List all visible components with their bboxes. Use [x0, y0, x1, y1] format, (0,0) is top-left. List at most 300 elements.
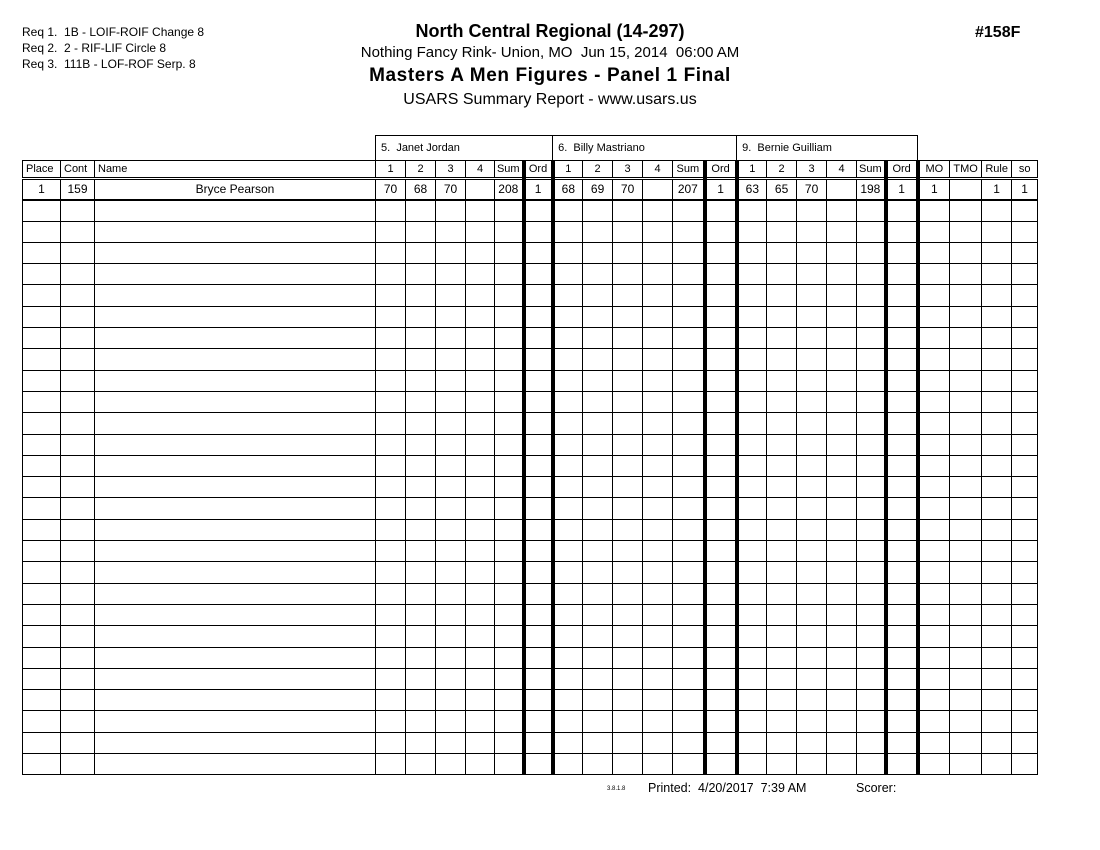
score-cell — [553, 391, 583, 412]
ord-cell — [705, 711, 737, 732]
tmo-cell — [950, 541, 982, 562]
judge-header: 5. Janet Jordan — [376, 136, 553, 161]
score-cell — [583, 626, 613, 647]
sum-cell — [673, 498, 705, 519]
score-cell — [737, 711, 767, 732]
name-cell — [95, 349, 376, 370]
score-cell — [613, 413, 643, 434]
score-cell — [737, 413, 767, 434]
score-cell — [767, 285, 797, 306]
place-cell — [23, 349, 61, 370]
mo-cell — [918, 477, 950, 498]
rule-cell — [982, 668, 1012, 689]
rule-cell — [982, 562, 1012, 583]
sum-cell — [495, 604, 524, 625]
score-cell — [767, 328, 797, 349]
score-cell — [583, 732, 613, 753]
name-cell — [95, 242, 376, 263]
ord-cell — [705, 732, 737, 753]
sum-cell — [673, 328, 705, 349]
ord-cell — [886, 668, 918, 689]
place-cell — [23, 732, 61, 753]
score-cell — [737, 391, 767, 412]
cont-cell — [61, 583, 95, 604]
score-cell — [643, 754, 673, 775]
tmo-cell — [950, 328, 982, 349]
score-cell — [553, 562, 583, 583]
ord-cell — [524, 732, 553, 753]
score-cell — [827, 200, 857, 221]
rule-cell — [982, 306, 1012, 327]
score-cell — [797, 370, 827, 391]
score-cell — [643, 562, 673, 583]
name-cell — [95, 413, 376, 434]
sum-cell — [495, 647, 524, 668]
score-cell — [436, 370, 466, 391]
score-cell: 65 — [767, 179, 797, 200]
sum-cell — [673, 455, 705, 476]
rule-cell — [982, 391, 1012, 412]
cont-cell — [61, 541, 95, 562]
so-cell — [1012, 583, 1038, 604]
name-cell — [95, 647, 376, 668]
tmo-cell — [950, 221, 982, 242]
sum-cell — [495, 242, 524, 263]
ord-cell — [524, 413, 553, 434]
score-cell — [553, 328, 583, 349]
score-cell — [376, 349, 406, 370]
score-cell — [767, 626, 797, 647]
score-cell — [613, 242, 643, 263]
software-version: 3.8.1.8 — [607, 786, 626, 792]
score-cell — [406, 690, 436, 711]
ord-cell — [705, 455, 737, 476]
place-cell — [23, 413, 61, 434]
score-cell — [583, 242, 613, 263]
ord-cell — [524, 306, 553, 327]
score-cell — [767, 349, 797, 370]
name-cell — [95, 626, 376, 647]
tmo-cell — [950, 498, 982, 519]
score-cell — [737, 221, 767, 242]
score-cell — [767, 690, 797, 711]
score-cell — [797, 519, 827, 540]
place-cell — [23, 562, 61, 583]
sum-cell — [673, 647, 705, 668]
ord-cell — [705, 626, 737, 647]
so-cell — [1012, 477, 1038, 498]
empty-row — [23, 370, 1038, 391]
column-header-row — [23, 161, 1038, 179]
mo-cell — [918, 328, 950, 349]
score-cell — [406, 285, 436, 306]
score-cell — [827, 242, 857, 263]
score-cell — [737, 562, 767, 583]
sum-cell — [857, 349, 886, 370]
score-cell — [827, 349, 857, 370]
empty-row — [23, 477, 1038, 498]
score-cell — [643, 711, 673, 732]
score-cell — [553, 413, 583, 434]
score-cell — [436, 391, 466, 412]
score-cell — [466, 328, 495, 349]
place-cell — [23, 306, 61, 327]
name-cell — [95, 477, 376, 498]
score-cell — [827, 306, 857, 327]
ord-cell — [705, 583, 737, 604]
mo-cell — [918, 604, 950, 625]
printed-timestamp: Printed: 4/20/2017 7:39 AM — [648, 781, 807, 795]
score-cell — [466, 434, 495, 455]
tmo-cell — [950, 732, 982, 753]
score-cell — [767, 732, 797, 753]
score-column-header: 4 — [827, 161, 857, 179]
score-cell — [466, 647, 495, 668]
empty-row — [23, 349, 1038, 370]
column-header: Cont — [61, 161, 95, 179]
score-cell — [643, 604, 673, 625]
name-cell — [95, 519, 376, 540]
score-cell — [436, 519, 466, 540]
ord-cell: 1 — [886, 179, 918, 200]
score-cell — [376, 391, 406, 412]
tmo-cell — [950, 434, 982, 455]
sum-cell — [857, 413, 886, 434]
score-cell — [376, 711, 406, 732]
score-cell — [436, 413, 466, 434]
score-cell — [797, 562, 827, 583]
mo-cell — [918, 413, 950, 434]
requirement-line: Req 1. 1B - LOIF-ROIF Change 8 — [22, 25, 205, 39]
scorer-label: Scorer: — [856, 781, 897, 795]
score-cell — [797, 604, 827, 625]
score-cell — [553, 285, 583, 306]
empty-row — [23, 242, 1038, 263]
score-cell — [436, 200, 466, 221]
mo-cell — [918, 626, 950, 647]
score-cell — [797, 455, 827, 476]
place-cell — [23, 434, 61, 455]
requirement-line: Req 3. 111B - LOF-ROF Serp. 8 — [22, 57, 196, 71]
score-cell — [643, 370, 673, 391]
name-cell — [95, 306, 376, 327]
column-header: MO — [918, 161, 950, 179]
cont-cell — [61, 754, 95, 775]
so-cell — [1012, 647, 1038, 668]
score-cell — [376, 626, 406, 647]
score-cell — [436, 668, 466, 689]
cont-cell — [61, 498, 95, 519]
mo-cell — [918, 221, 950, 242]
mo-cell — [918, 541, 950, 562]
ord-cell — [886, 349, 918, 370]
name-cell — [95, 285, 376, 306]
judge-name-row — [23, 136, 1038, 161]
score-cell — [797, 626, 827, 647]
score-cell — [643, 690, 673, 711]
score-cell — [827, 498, 857, 519]
score-cell — [466, 626, 495, 647]
ord-cell — [705, 370, 737, 391]
score-cell — [466, 349, 495, 370]
so-cell — [1012, 711, 1038, 732]
score-cell — [466, 179, 495, 200]
sum-cell — [673, 690, 705, 711]
score-cell — [827, 647, 857, 668]
score-cell — [376, 306, 406, 327]
ord-cell — [886, 626, 918, 647]
score-cell: 63 — [737, 179, 767, 200]
cont-cell — [61, 711, 95, 732]
sum-cell: 208 — [495, 179, 524, 200]
score-cell — [553, 242, 583, 263]
ord-cell — [886, 434, 918, 455]
score-cell — [583, 221, 613, 242]
cont-cell — [61, 626, 95, 647]
place-cell — [23, 583, 61, 604]
sum-cell — [857, 242, 886, 263]
score-cell — [797, 285, 827, 306]
place-cell — [23, 370, 61, 391]
score-cell — [436, 455, 466, 476]
name-cell — [95, 391, 376, 412]
mo-cell — [918, 754, 950, 775]
score-cell — [436, 690, 466, 711]
rule-cell — [982, 370, 1012, 391]
score-cell — [613, 519, 643, 540]
place-cell — [23, 626, 61, 647]
ord-cell — [886, 732, 918, 753]
score-cell — [376, 370, 406, 391]
ord-cell — [886, 264, 918, 285]
requirement-line: Req 2. 2 - RIF-LIF Circle 8 — [22, 41, 167, 55]
empty-row — [23, 711, 1038, 732]
ord-cell — [524, 754, 553, 775]
sum-cell — [857, 647, 886, 668]
score-cell — [376, 498, 406, 519]
score-cell — [643, 200, 673, 221]
score-cell — [466, 221, 495, 242]
place-cell — [23, 690, 61, 711]
sum-cell — [495, 754, 524, 775]
sum-cell — [495, 434, 524, 455]
mo-cell — [918, 647, 950, 668]
cont-cell — [61, 264, 95, 285]
sum-cell — [495, 711, 524, 732]
ord-cell — [886, 604, 918, 625]
score-cell — [797, 668, 827, 689]
score-cell — [466, 498, 495, 519]
tmo-cell — [950, 391, 982, 412]
ord-cell — [524, 328, 553, 349]
so-cell — [1012, 434, 1038, 455]
mo-cell — [918, 690, 950, 711]
sum-cell — [495, 562, 524, 583]
cont-cell — [61, 732, 95, 753]
score-cell — [737, 264, 767, 285]
score-cell — [406, 221, 436, 242]
empty-row — [23, 583, 1038, 604]
ord-cell — [886, 455, 918, 476]
sum-cell — [673, 391, 705, 412]
empty-row — [23, 562, 1038, 583]
sum-cell — [673, 349, 705, 370]
score-cell — [553, 754, 583, 775]
ord-cell — [524, 647, 553, 668]
tmo-cell — [950, 242, 982, 263]
ord-cell — [886, 562, 918, 583]
empty-row — [23, 732, 1038, 753]
score-cell — [436, 498, 466, 519]
sum-cell — [857, 541, 886, 562]
score-cell — [613, 562, 643, 583]
score-cell — [797, 242, 827, 263]
score-cell — [613, 583, 643, 604]
score-cell — [466, 370, 495, 391]
ord-cell — [886, 370, 918, 391]
ord-cell — [705, 754, 737, 775]
score-cell — [406, 754, 436, 775]
ord-cell — [524, 541, 553, 562]
score-cell — [737, 498, 767, 519]
score-cell — [376, 264, 406, 285]
score-column-header: 2 — [583, 161, 613, 179]
score-cell — [643, 264, 673, 285]
tmo-cell — [950, 647, 982, 668]
rule-cell — [982, 477, 1012, 498]
so-cell — [1012, 732, 1038, 753]
score-cell — [583, 690, 613, 711]
score-cell — [376, 477, 406, 498]
score-cell — [797, 732, 827, 753]
score-cell — [583, 562, 613, 583]
ord-cell — [524, 583, 553, 604]
score-cell — [797, 647, 827, 668]
score-cell — [466, 519, 495, 540]
score-cell — [583, 455, 613, 476]
score-cell — [466, 711, 495, 732]
score-cell — [737, 732, 767, 753]
mo-cell — [918, 200, 950, 221]
score-cell — [466, 200, 495, 221]
score-cell — [643, 647, 673, 668]
sum-cell — [857, 732, 886, 753]
ord-cell — [886, 306, 918, 327]
judge-header: 6. Billy Mastriano — [553, 136, 737, 161]
tmo-cell — [950, 668, 982, 689]
ord-cell — [705, 413, 737, 434]
cont-cell — [61, 221, 95, 242]
column-header: Place — [23, 161, 61, 179]
empty-row — [23, 455, 1038, 476]
so-cell — [1012, 285, 1038, 306]
score-cell — [613, 349, 643, 370]
score-cell: 69 — [583, 179, 613, 200]
score-cell — [406, 306, 436, 327]
score-column-header: 3 — [613, 161, 643, 179]
place-cell — [23, 242, 61, 263]
score-cell — [553, 434, 583, 455]
tmo-cell — [950, 349, 982, 370]
mo-cell — [918, 434, 950, 455]
cont-cell — [61, 200, 95, 221]
score-cell — [827, 626, 857, 647]
place-cell: 1 — [23, 179, 61, 200]
score-cell — [737, 583, 767, 604]
so-cell — [1012, 626, 1038, 647]
sum-cell — [495, 391, 524, 412]
score-cell — [376, 754, 406, 775]
score-cell — [583, 477, 613, 498]
cont-cell — [61, 477, 95, 498]
empty-row — [23, 285, 1038, 306]
tmo-cell — [950, 306, 982, 327]
score-cell — [797, 264, 827, 285]
empty-row — [23, 413, 1038, 434]
ord-cell — [524, 498, 553, 519]
empty-row — [23, 328, 1038, 349]
sum-cell — [673, 306, 705, 327]
score-column-header: 3 — [436, 161, 466, 179]
score-cell — [827, 477, 857, 498]
score-cell — [613, 732, 643, 753]
score-cell — [583, 349, 613, 370]
score-cell — [737, 754, 767, 775]
tmo-cell — [950, 200, 982, 221]
mo-cell — [918, 285, 950, 306]
sum-cell — [857, 285, 886, 306]
score-cell — [737, 690, 767, 711]
event-number: #158F — [975, 24, 1021, 41]
rule-cell — [982, 583, 1012, 604]
score-cell — [737, 455, 767, 476]
score-cell — [406, 498, 436, 519]
score-cell — [553, 626, 583, 647]
rule-cell — [982, 264, 1012, 285]
score-cell — [767, 370, 797, 391]
place-cell — [23, 221, 61, 242]
score-cell — [406, 455, 436, 476]
column-header: Name — [95, 161, 376, 179]
score-cell — [466, 690, 495, 711]
rule-cell — [982, 647, 1012, 668]
sum-cell — [673, 583, 705, 604]
score-cell — [797, 541, 827, 562]
cont-cell — [61, 413, 95, 434]
empty-row — [23, 498, 1038, 519]
score-cell — [553, 477, 583, 498]
ord-cell — [524, 455, 553, 476]
ord-cell — [705, 668, 737, 689]
ord-cell — [524, 434, 553, 455]
judge-row-left-spacer — [23, 136, 376, 161]
tmo-cell — [950, 583, 982, 604]
score-cell — [436, 285, 466, 306]
empty-row — [23, 434, 1038, 455]
score-cell — [553, 604, 583, 625]
score-column-header: 2 — [406, 161, 436, 179]
score-cell — [553, 264, 583, 285]
place-cell — [23, 285, 61, 306]
empty-row — [23, 754, 1038, 775]
mo-cell — [918, 498, 950, 519]
score-cell — [553, 583, 583, 604]
mo-cell — [918, 242, 950, 263]
sum-cell — [495, 285, 524, 306]
score-cell — [643, 583, 673, 604]
sum-cell — [495, 541, 524, 562]
name-cell — [95, 221, 376, 242]
